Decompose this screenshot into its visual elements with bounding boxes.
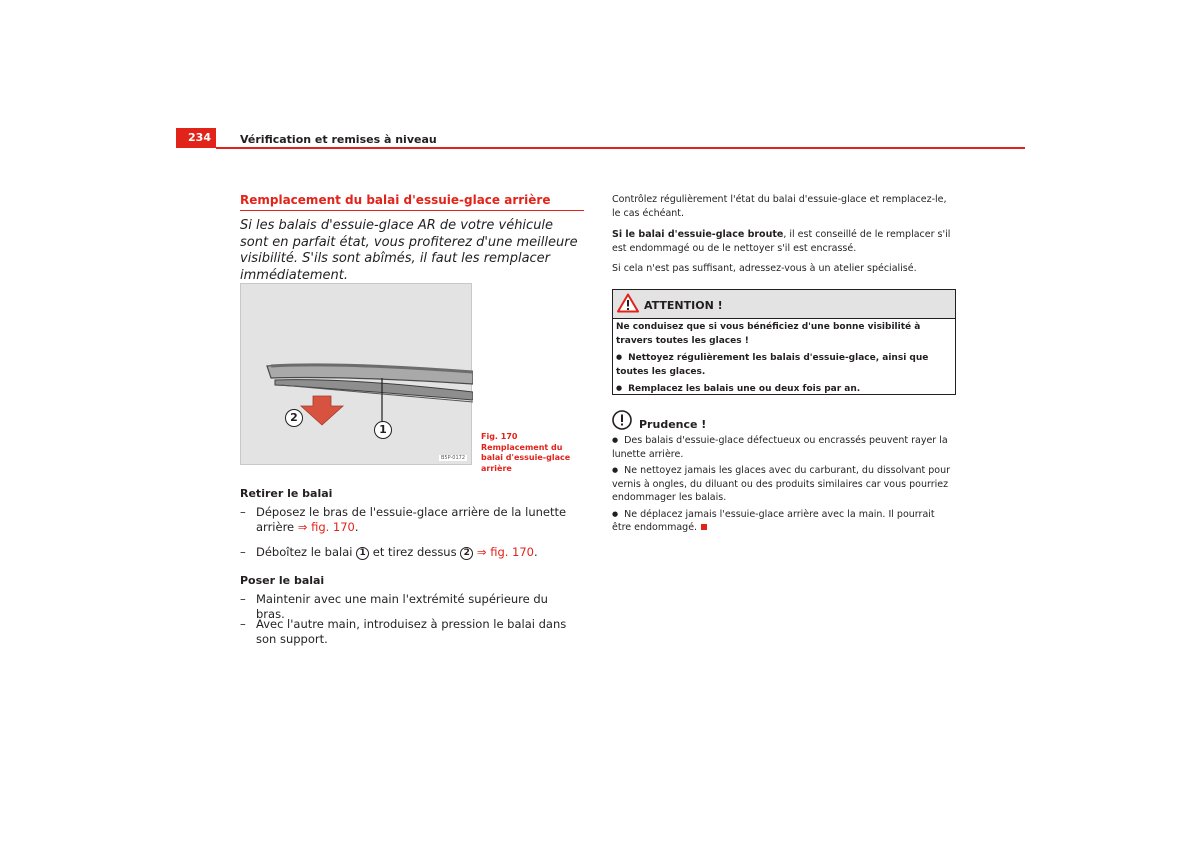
warning-triangle-icon [617,293,639,313]
step-dash: – [240,545,246,559]
caution-bullet-1: ● Des balais d'essuie-glace défectueux ou encrassés peuvent rayer la lunette arrière. [612,434,956,461]
right-paragraph-3: Si cela n'est pas suffisant, adressez-vous à un atelier spécialisé. [612,263,917,274]
header-title: Vérification et remises à niveau [240,133,437,146]
install-heading: Poser le balai [240,574,325,587]
remove-step-1-text: Déposez le bras de l'essuie-glace arrière de la lunette arrière [256,505,567,534]
figure-caption-number: Fig. 170 [481,432,518,441]
step-dash: – [240,617,246,631]
remove-step-2 [240,545,570,560]
warning-bullet-1: ● Nettoyez régulièrement les balais d'essuie-glace, ainsi que toutes les glaces. [616,350,951,379]
warning-header [613,290,955,319]
remove-heading: Retirer le balai [240,487,333,500]
right-paragraph-2-rest: , il est conseillé de le remplacer s'il est endommagé ou de le nettoyer s'il est encrassé. [612,229,951,254]
warning-bullet-2: ● Remplacez les balais une ou deux fois par an. [616,381,951,396]
figure-label-1: 1 [374,421,392,439]
section-intro: Si les balais d'essuie-glace AR de votre véhicule sont en parfait état, vous profiterez d'une meilleure visibilité. S'ils sont abîmés, il faut les remplacer immédiatement. [240,218,578,283]
right-paragraph-1: Contrôlez régulièrement l'état du balai d'essuie-glace et remplacez-le, le cas échéant. [612,194,947,219]
figure-caption-text: Remplacement du balai d'essuie-glace arrière [481,442,571,473]
caution-bullet-3-wrap [612,508,956,535]
section-title: Remplacement du balai d'essuie-glace arrière [240,193,584,211]
section-end-marker [701,524,707,530]
figure-caption [481,432,585,474]
remove-step-1-period: . [354,520,359,534]
caution-bullet-3: ● Ne déplacez jamais l'essuie-glace arrière avec la main. Il pourrait être endommagé. [612,509,935,534]
callout-2-marker: 2 [460,547,473,560]
fig-170-link[interactable]: ⇒ fig. 170 [476,545,535,559]
install-step-2 [240,617,570,647]
caution-exclamation-icon [612,410,632,430]
right-paragraph-2-bold: Si le balai d'essuie-glace broute [612,229,784,240]
remove-step-2-text-a: Déboîtez le balai [256,545,353,559]
wiper-blade-illustration [241,284,473,466]
warning-title: ATTENTION ! [644,299,723,312]
install-step-1-text: Maintenir avec une main l'extrémité supérieure du bras. [256,592,548,621]
step-dash: – [240,592,246,606]
caution-body [612,434,956,538]
figure-code: B5P-0172 [440,455,465,461]
warning-box [612,289,956,395]
install-step-2-text: Avec l'autre main, introduisez à pression le balai dans son support. [256,617,567,646]
callout-1-marker: 1 [356,547,369,560]
remove-step-2-text-b: et tirez dessus [372,545,457,559]
fig-170-link[interactable]: ⇒ fig. 170 [297,520,355,534]
warning-body [616,320,951,398]
figure-label-2: 2 [285,409,303,427]
caution-title: Prudence ! [639,418,707,431]
remove-step-1 [240,505,570,535]
remove-step-2-period: . [534,545,538,559]
step-dash: – [240,505,246,519]
page-number: 234 [176,128,216,148]
right-paragraph-2 [612,228,956,255]
figure-illustration [240,283,472,465]
caution-bullet-2: ● Ne nettoyez jamais les glaces avec du carburant, du dissolvant pour vernis à ongles, du diluant ou des produits similaires car vous pourriez endommager les balais. [612,464,956,505]
warning-line-1: Ne conduisez que si vous bénéficiez d'une bonne visibilité à travers toutes les glaces ! [616,322,921,346]
header-rule [216,147,1025,149]
